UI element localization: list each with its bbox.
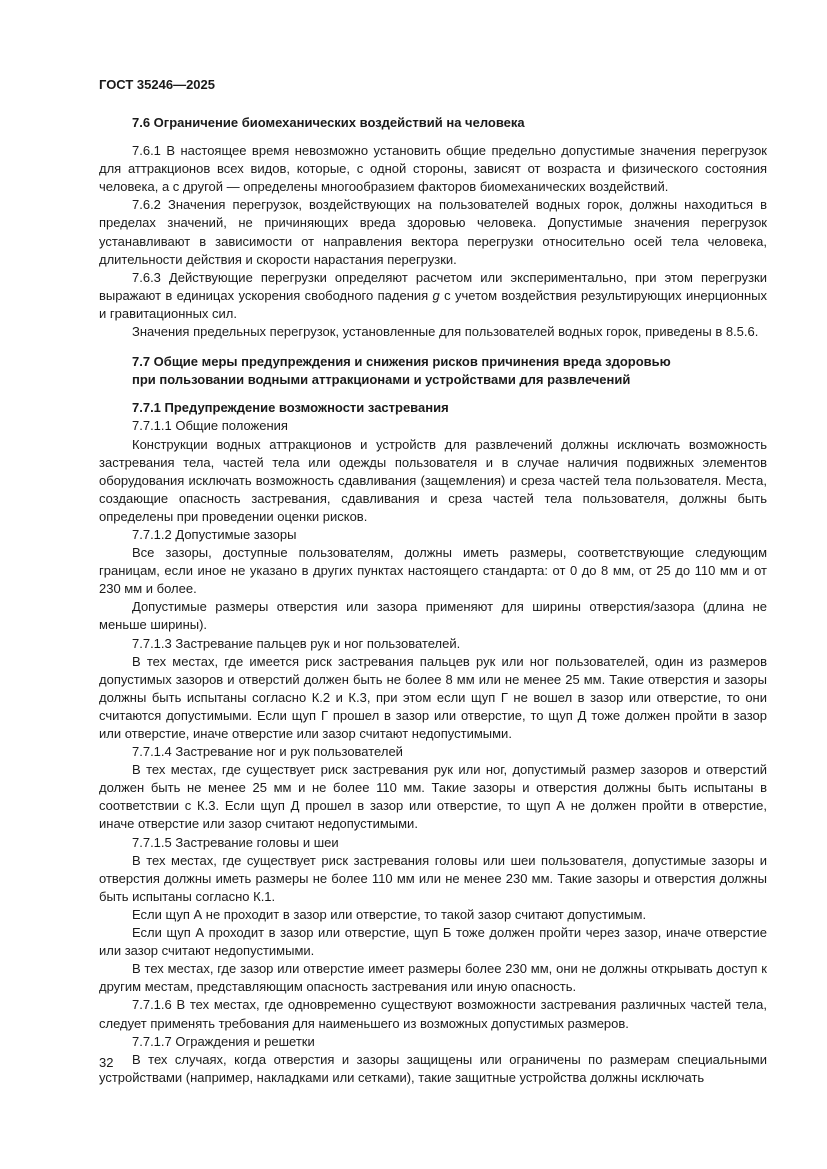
paragraph: 7.7.1.7 Ограждения и решетки xyxy=(132,1033,315,1049)
paragraph-text: 7.6.3 Действующие перегрузки определяют расчетом или экспериментально, при этом перегрузки выражают в единицах ускорения свободного падения xyxy=(99,269,767,303)
paragraph: В тех местах, где существует риск застревания рук или ног, допустимый размер зазоров и отверстий должен быть не менее 25 мм и не более 110 мм. Такие зазоры и отверстия должны быть испытаны в соответствии с К.3. Если щуп Д прошел в зазор или отверстие, то щуп А не должен пройти в отверстие, иначе отверстие или зазор считают недопустимыми. xyxy=(99,762,767,832)
paragraph: Если щуп А проходит в зазор или отверстие, щуп Б тоже должен пройти через зазор, иначе отверстие или зазор считают недопустимыми. xyxy=(99,925,767,959)
section-heading: 7.6 Ограничение биомеханических воздействий на человека xyxy=(132,115,525,130)
paragraph: В тех местах, где существует риск застревания головы или шеи пользователя, допустимые зазоры и отверстия должны иметь размеры не более 110 мм или не менее 230 мм. Такие зазоры и отверстия должны быть испытаны согласно К.1. xyxy=(99,852,767,904)
paragraph: Конструкции водных аттракционов и устройств для развлечений должны исключать возможность застревания тела, частей тела или одежды пользователя и в случае наличия подвижных элементов оборудования исключать возможность сдавливания (защемления) и среза частей тела пользователя. Места, создающие опасность застревания, сдавливания и среза частей тела пользователя, должны быть определены при проведении оценки рисков. xyxy=(99,436,767,524)
paragraph: 7.7.1.3 Застревание пальцев рук и ног пользователей. xyxy=(132,635,461,651)
paragraph: 7.7.1.4 Застревание ног и рук пользователей xyxy=(132,744,403,760)
paragraph: Все зазоры, доступные пользователям, должны иметь размеры, соответствующие следующим границам, если иное не указано в других пунктах настоящего стандарта: от 0 до 8 мм, от 25 до 110 мм и от 230 мм и более. xyxy=(99,545,767,597)
document-body xyxy=(99,114,767,1087)
paragraph: В тех местах, где имеется риск застревания пальцев рук или ног пользователей, один из размеров допустимых зазоров и отверстий должен быть не более 8 мм или не менее 25 мм. Такие отверстия и зазоры должны быть испытаны согласно К.2 и К.3, при этом если щуп Г не вошел в зазор или отверстие, то они считаются допустимыми. Если щуп Г прошел в зазор или отверстие, то щуп Д тоже должен пройти в зазор или отверстие, иначе отверстие или зазор считают недопустимыми. xyxy=(99,653,767,741)
section-heading-line: при пользовании водными аттракционами и устройствами для развлечений xyxy=(132,372,631,388)
paragraph: 7.7.1.6 В тех местах, где одновременно существуют возможности застревания различных частей тела, следует применять требования для наименьшего из возможных допустимых размеров. xyxy=(99,997,767,1031)
subsection-heading: 7.7.1 Предупреждение возможности застревания xyxy=(132,400,449,416)
page-number: 32 xyxy=(99,1055,114,1070)
paragraph: Если щуп А не проходит в зазор или отверстие, то такой зазор считают допустимым. xyxy=(132,906,647,922)
paragraph: 7.6.1 В настоящее время невозможно установить общие предельно допустимые значения перегрузок для аттракционов всех видов, которые, с одной стороны, зависят от возраста и физического состояния человека, а с другой — определены многообразием факторов биомеханических воздействий. xyxy=(99,143,767,195)
paragraph: В тех случаях, когда отверстия и зазоры защищены или ограничены по размерам специальными устройствами (например, накладками или сетками), такие защитные устройства должны исключать xyxy=(99,1051,767,1085)
paragraph: Допустимые размеры отверстия или зазора применяют для ширины отверстия/зазора (длина не меньше ширины). xyxy=(99,599,767,633)
paragraph xyxy=(99,269,767,323)
paragraph: 7.7.1.2 Допустимые зазоры xyxy=(132,526,297,542)
paragraph: 7.6.2 Значения перегрузок, воздействующих на пользователей водных горок, должны находиться в пределах значений, не причиняющих вреда здоровью человека. Допустимые значения перегрузок устанавливают в зависимости от направления вектора перегрузки относительно осей тела человека, длительности действия и скорости нарастания перегрузки. xyxy=(99,197,767,267)
paragraph: В тех местах, где зазор или отверстие имеет размеры более 230 мм, они не должны открывать доступ к другим местам, представляющим опасность застревания или иную опасность. xyxy=(99,961,767,995)
section-heading xyxy=(99,353,767,389)
paragraph-text: с учетом воздействия результирующих инерционных и гравитационных сил. xyxy=(99,287,767,321)
paragraph: 7.7.1.1 Общие положения xyxy=(132,418,288,434)
paragraph: 7.7.1.5 Застревание головы и шеи xyxy=(132,834,339,850)
symbol-g: g xyxy=(432,287,440,303)
paragraph: Значения предельных перегрузок, установленные для пользователей водных горок, приведены в 8.5.6. xyxy=(132,324,759,340)
section-heading-line: 7.7 Общие меры предупреждения и снижения рисков причинения вреда здоровью xyxy=(132,354,671,370)
document-header: ГОСТ 35246—2025 xyxy=(99,77,215,92)
